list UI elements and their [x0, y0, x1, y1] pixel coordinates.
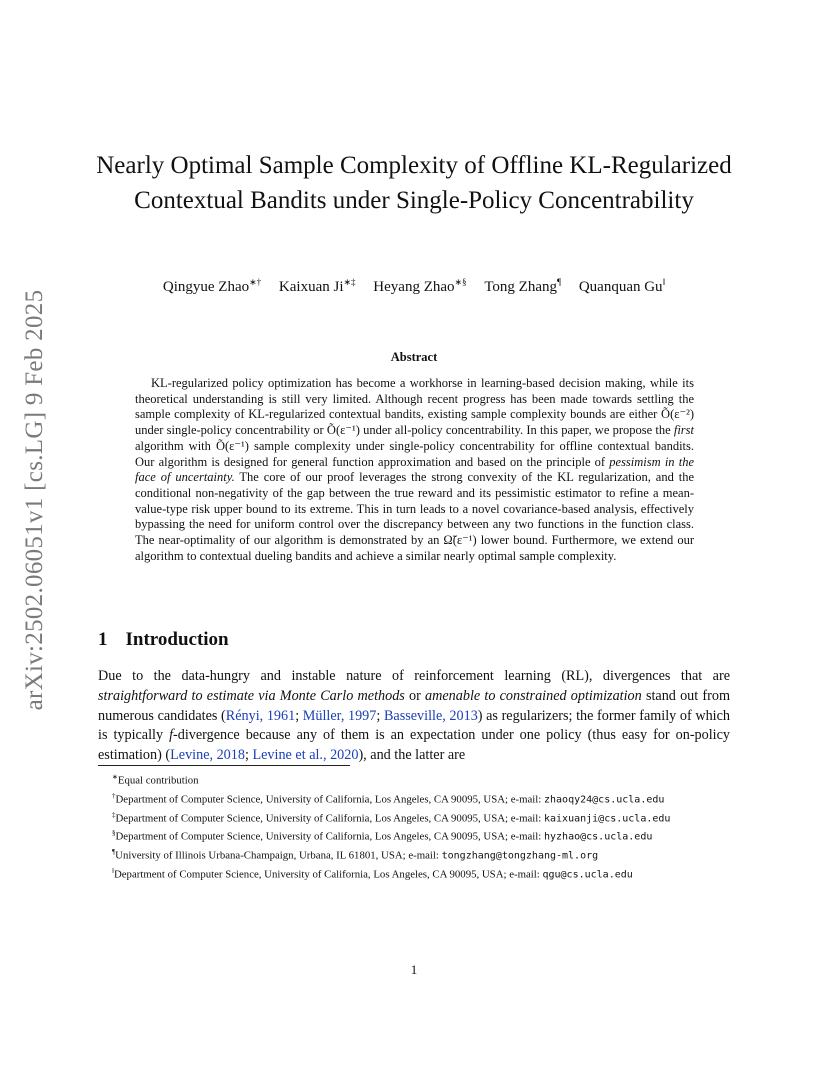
author: Heyang Zhao∗§: [373, 277, 467, 295]
email-address: qgu@cs.ucla.edu: [542, 869, 633, 881]
page-number: 1: [410, 962, 418, 977]
citation-link[interactable]: Müller, 1997: [302, 707, 377, 724]
introduction-text: Due to the data-hungry and instable nature of reinforcement learning (RL), divergences that are straightforward to estimate via Monte Carlo methods or amenable to constrained optimization stand out from numerous candidates (Rényi, 1961; Müller, 1997; Basseville, 2013) as regularizers; the former family of which is typically f-divergence because any of them is an expectation under one policy (thus easy for on-policy estimation) (Levine, 2018; Levine et al., 2020), and the latter are: [98, 668, 731, 764]
author: Qingyue Zhao∗†: [162, 277, 262, 295]
email-address: hyzhao@cs.ucla.edu: [544, 831, 653, 843]
paper-title: Nearly Optimal Sample Complexity of Offline KL-Regularized Contextual Bandits under Single-Policy Concentrability: [96, 152, 732, 214]
section-title: Introduction: [125, 629, 229, 650]
footnote: ‡Department of Computer Science, University of California, Los Angeles, CA 90095, USA; e-mail: kaixuanji@cs.ucla.edu: [112, 810, 671, 825]
author-list: [120, 277, 708, 296]
author: Tong Zhang¶: [484, 277, 562, 295]
email-address: kaixuanji@cs.ucla.edu: [544, 813, 671, 825]
author: Quanquan Gu‖: [578, 277, 666, 295]
email-address: zhaoqy24@cs.ucla.edu: [544, 794, 665, 806]
citation-link[interactable]: Basseville, 2013: [383, 707, 478, 724]
footnote: ‖Department of Computer Science, University of California, Los Angeles, CA 90095, USA; e-mail: qgu@cs.ucla.edu: [112, 866, 633, 881]
section-heading: [98, 629, 229, 651]
citation-link[interactable]: Rényi, 1961: [225, 707, 296, 724]
email-address: tongzhang@tongzhang-ml.org: [441, 850, 599, 862]
arxiv-identifier-text: arXiv:2502.06051v1 [cs.LG] 9 Feb 2025: [21, 289, 48, 711]
arxiv-identifier: [12, 260, 58, 740]
footnotes: [98, 770, 730, 883]
citation-link[interactable]: Levine, 2018: [170, 747, 245, 764]
footnote: §Department of Computer Science, University of California, Los Angeles, CA 90095, USA; e-mail: hyzhao@cs.ucla.edu: [112, 829, 653, 843]
footnote-divider: [98, 765, 350, 766]
author: Kaixuan Ji∗‡: [278, 277, 356, 295]
abstract-text: KL-regularized policy optimization has become a workhorse in learning-based decision making, while its theoretical understanding is still very limited. Although recent progress has been made towards settling the sample complexity of KL-regularized contextual bandits, existing sample complexity bounds are either Õ(ε⁻²) under single-policy concentrability or Õ(ε⁻¹) under all-policy concentrability. In this paper, we propose the first algorithm with Õ(ε⁻¹) sample complexity under single-policy concentrability for offline contextual bandits. Our algorithm is designed for general function approximation and based on the principle of pessimism in the face of uncertainty. The core of our proof leverages the strong convexity of the KL regularization, and the conditional non-negativity of the gap between the true reward and its pessimistic estimator to refine a mean-value-type risk upper bound to its extreme. This in turn leads to a novel covariance-based analysis, effectively bypassing the need for uniform control over the discrepancy between any two functions in the function class. The near-optimality of our algorithm is demonstrated by an Ω̃(ε⁻¹) lower bound. Furthermore, we extend our algorithm to contextual dueling bandits and achieve a similar nearly optimal sample complexity.: [135, 376, 695, 563]
citation-link[interactable]: Levine et al., 2020: [252, 747, 359, 764]
footnote: ∗Equal contribution: [112, 773, 199, 787]
abstract-heading: Abstract: [390, 350, 438, 364]
footnote: †Department of Computer Science, University of California, Los Angeles, CA 90095, USA; e-mail: zhaoqy24@cs.ucla.edu: [112, 791, 665, 806]
section-number: 1: [98, 629, 108, 650]
footnote: ¶University of Illinois Urbana-Champaign, Urbana, IL 61801, USA; e-mail: tongzhang@tongzhang-ml.org: [112, 848, 599, 862]
